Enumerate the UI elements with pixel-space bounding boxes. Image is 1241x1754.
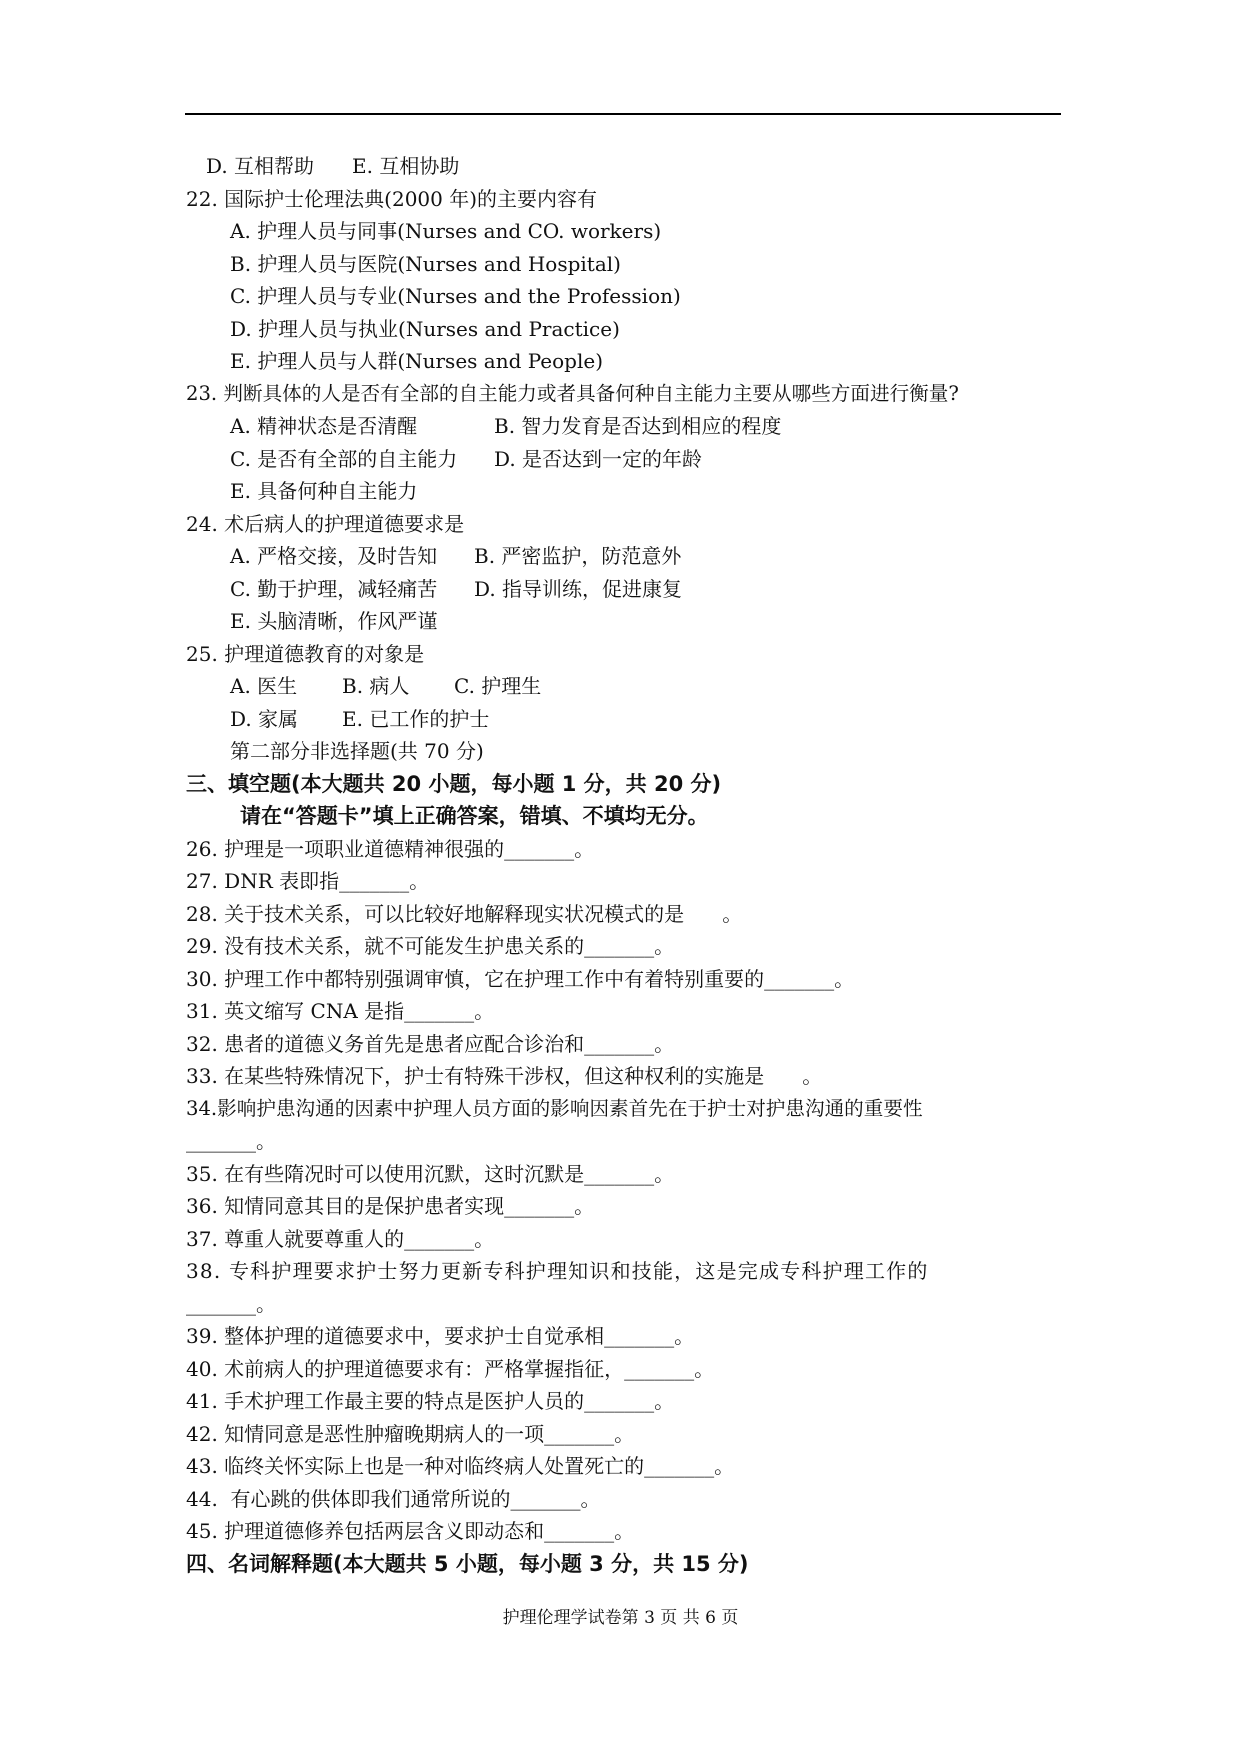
fill-item: 26. 护理是一项职业道德精神很强的_______。 [186, 836, 595, 861]
q22-option-b: B. 护理人员与医院(Nurses and Hospital) [230, 251, 621, 276]
q25-option-e: E. 已工作的护士 [342, 706, 490, 731]
q23-option-e: E. 具备何种自主能力 [230, 479, 418, 503]
q23-options-row2 [186, 443, 1066, 476]
q22-option-e: E. 护理人员与人群(Nurses and People) [230, 349, 604, 373]
q24-option-d: D. 指导训练，促进康复 [474, 576, 683, 601]
q25-option-b: B. 病人 [342, 674, 410, 698]
part2-note: 第二部分非选择题(共 70 分) [230, 739, 484, 763]
fill-item: 37. 尊重人就要尊重人的_______。 [186, 1226, 495, 1251]
header-rule [185, 113, 1061, 115]
fill-item-38-line2: _______。 [186, 1291, 276, 1316]
fill-item-34-line2: _______。 [186, 1129, 276, 1153]
q24-option-c: C. 勤于护理，减轻痛苦 [230, 576, 438, 601]
q25-options-row1 [186, 670, 1066, 703]
q24-stem: 24. 术后病人的护理道德要求是 [186, 511, 465, 536]
fill-item: 39. 整体护理的道德要求中，要求护士自觉承相_______。 [186, 1324, 695, 1348]
q24-options-row2 [186, 573, 1066, 606]
section3-title: 三、填空题(本大题共 20 小题，每小题 1 分，共 20 分) [186, 771, 722, 796]
fill-item: 29. 没有技术关系，就不可能发生护患关系的_______。 [186, 934, 675, 958]
fill-item: 31. 英文缩写 CNA 是指_______。 [186, 999, 495, 1023]
fill-item-38-line1: 38. 专科护理要求护士努力更新专科护理知识和技能，这是完成专科护理工作的 [186, 1259, 929, 1283]
section4-title: 四、名词解释题(本大题共 5 小题，每小题 3 分，共 15 分) [186, 1551, 749, 1576]
section3-instruction: 请在“答题卡”填上正确答案，错填、不填均无分。 [240, 804, 709, 828]
page-footer: 护理伦理学试卷第 3 页 共 6 页 [502, 1608, 739, 1628]
fill-item: 33. 在某些特殊情况下，护士有特殊干涉权，但这种权利的实施是 。 [186, 1064, 823, 1088]
fill-item: 44. 有心跳的供体即我们通常所说的_______。 [186, 1486, 601, 1511]
fill-item: 41. 手术护理工作最主要的特点是医护人员的_______。 [186, 1389, 675, 1413]
q22-option-a: A. 护理人员与同事(Nurses and CO. workers) [230, 219, 662, 243]
fill-item: 45. 护理道德修养包括两层含义即动态和_______。 [186, 1519, 635, 1543]
q25-option-a: A. 医生 [230, 674, 298, 698]
q23-option-b: B. 智力发育是否达到相应的程度 [494, 414, 782, 438]
q23-options-row1 [186, 410, 1066, 443]
fill-item: 30. 护理工作中都特别强调审慎，它在护理工作中有着特别重要的_______。 [186, 966, 855, 991]
q25-options-row2 [186, 703, 1066, 736]
q21-options-tail [186, 150, 1066, 183]
q25-stem: 25. 护理道德教育的对象是 [186, 641, 425, 666]
q25-option-c: C. 护理生 [454, 674, 542, 698]
exam-page-content [186, 150, 1066, 1580]
q23-option-a: A. 精神状态是否清醒 [230, 414, 418, 438]
q21-option-d: D. 互相帮助 [206, 154, 315, 178]
fill-item: 35. 在有些隋况时可以使用沉默，这时沉默是_______。 [186, 1161, 675, 1186]
q22-option-d: D. 护理人员与执业(Nurses and Practice) [230, 316, 620, 341]
q22-option-c: C. 护理人员与专业(Nurses and the Profession) [230, 284, 681, 308]
q23-option-d: D. 是否达到一定的年龄 [494, 446, 703, 471]
q23-option-c: C. 是否有全部的自主能力 [230, 446, 458, 471]
fill-item: 42. 知情同意是恶性肿瘤晚期病人的一项_______。 [186, 1421, 635, 1446]
q22-stem: 22. 国际护士伦理法典(2000 年)的主要内容有 [186, 186, 598, 211]
fill-item: 40. 术前病人的护理道德要求有：严格掌握指征，_______。 [186, 1356, 715, 1381]
fill-item: 27. DNR 表即指_______。 [186, 869, 430, 893]
fill-item: 28. 关于技术关系，可以比较好地解释现实状况模式的是 。 [186, 901, 743, 926]
q21-option-e: E. 互相协助 [352, 154, 460, 178]
q23-stem: 23. 判断具体的人是否有全部的自主能力或者具备何种自主能力主要从哪些方面进行衡量? [186, 381, 959, 405]
fill-item-34-line1: 34.影响护患沟通的因素中护理人员方面的影响因素首先在于护士对护患沟通的重要性 [186, 1096, 923, 1120]
fill-item: 36. 知情同意其目的是保护患者实现_______。 [186, 1194, 595, 1218]
q24-option-e: E. 头脑清晰，作风严谨 [230, 609, 438, 633]
fill-item: 32. 患者的道德义务首先是患者应配合诊治和_______。 [186, 1031, 675, 1056]
fill-item: 43. 临终关怀实际上也是一种对临终病人处置死亡的_______。 [186, 1454, 735, 1478]
q24-option-b: B. 严密监护，防范意外 [474, 544, 682, 568]
q25-option-d: D. 家属 [230, 706, 299, 731]
q24-option-a: A. 严格交接，及时告知 [230, 544, 438, 568]
q24-options-row1 [186, 540, 1066, 573]
